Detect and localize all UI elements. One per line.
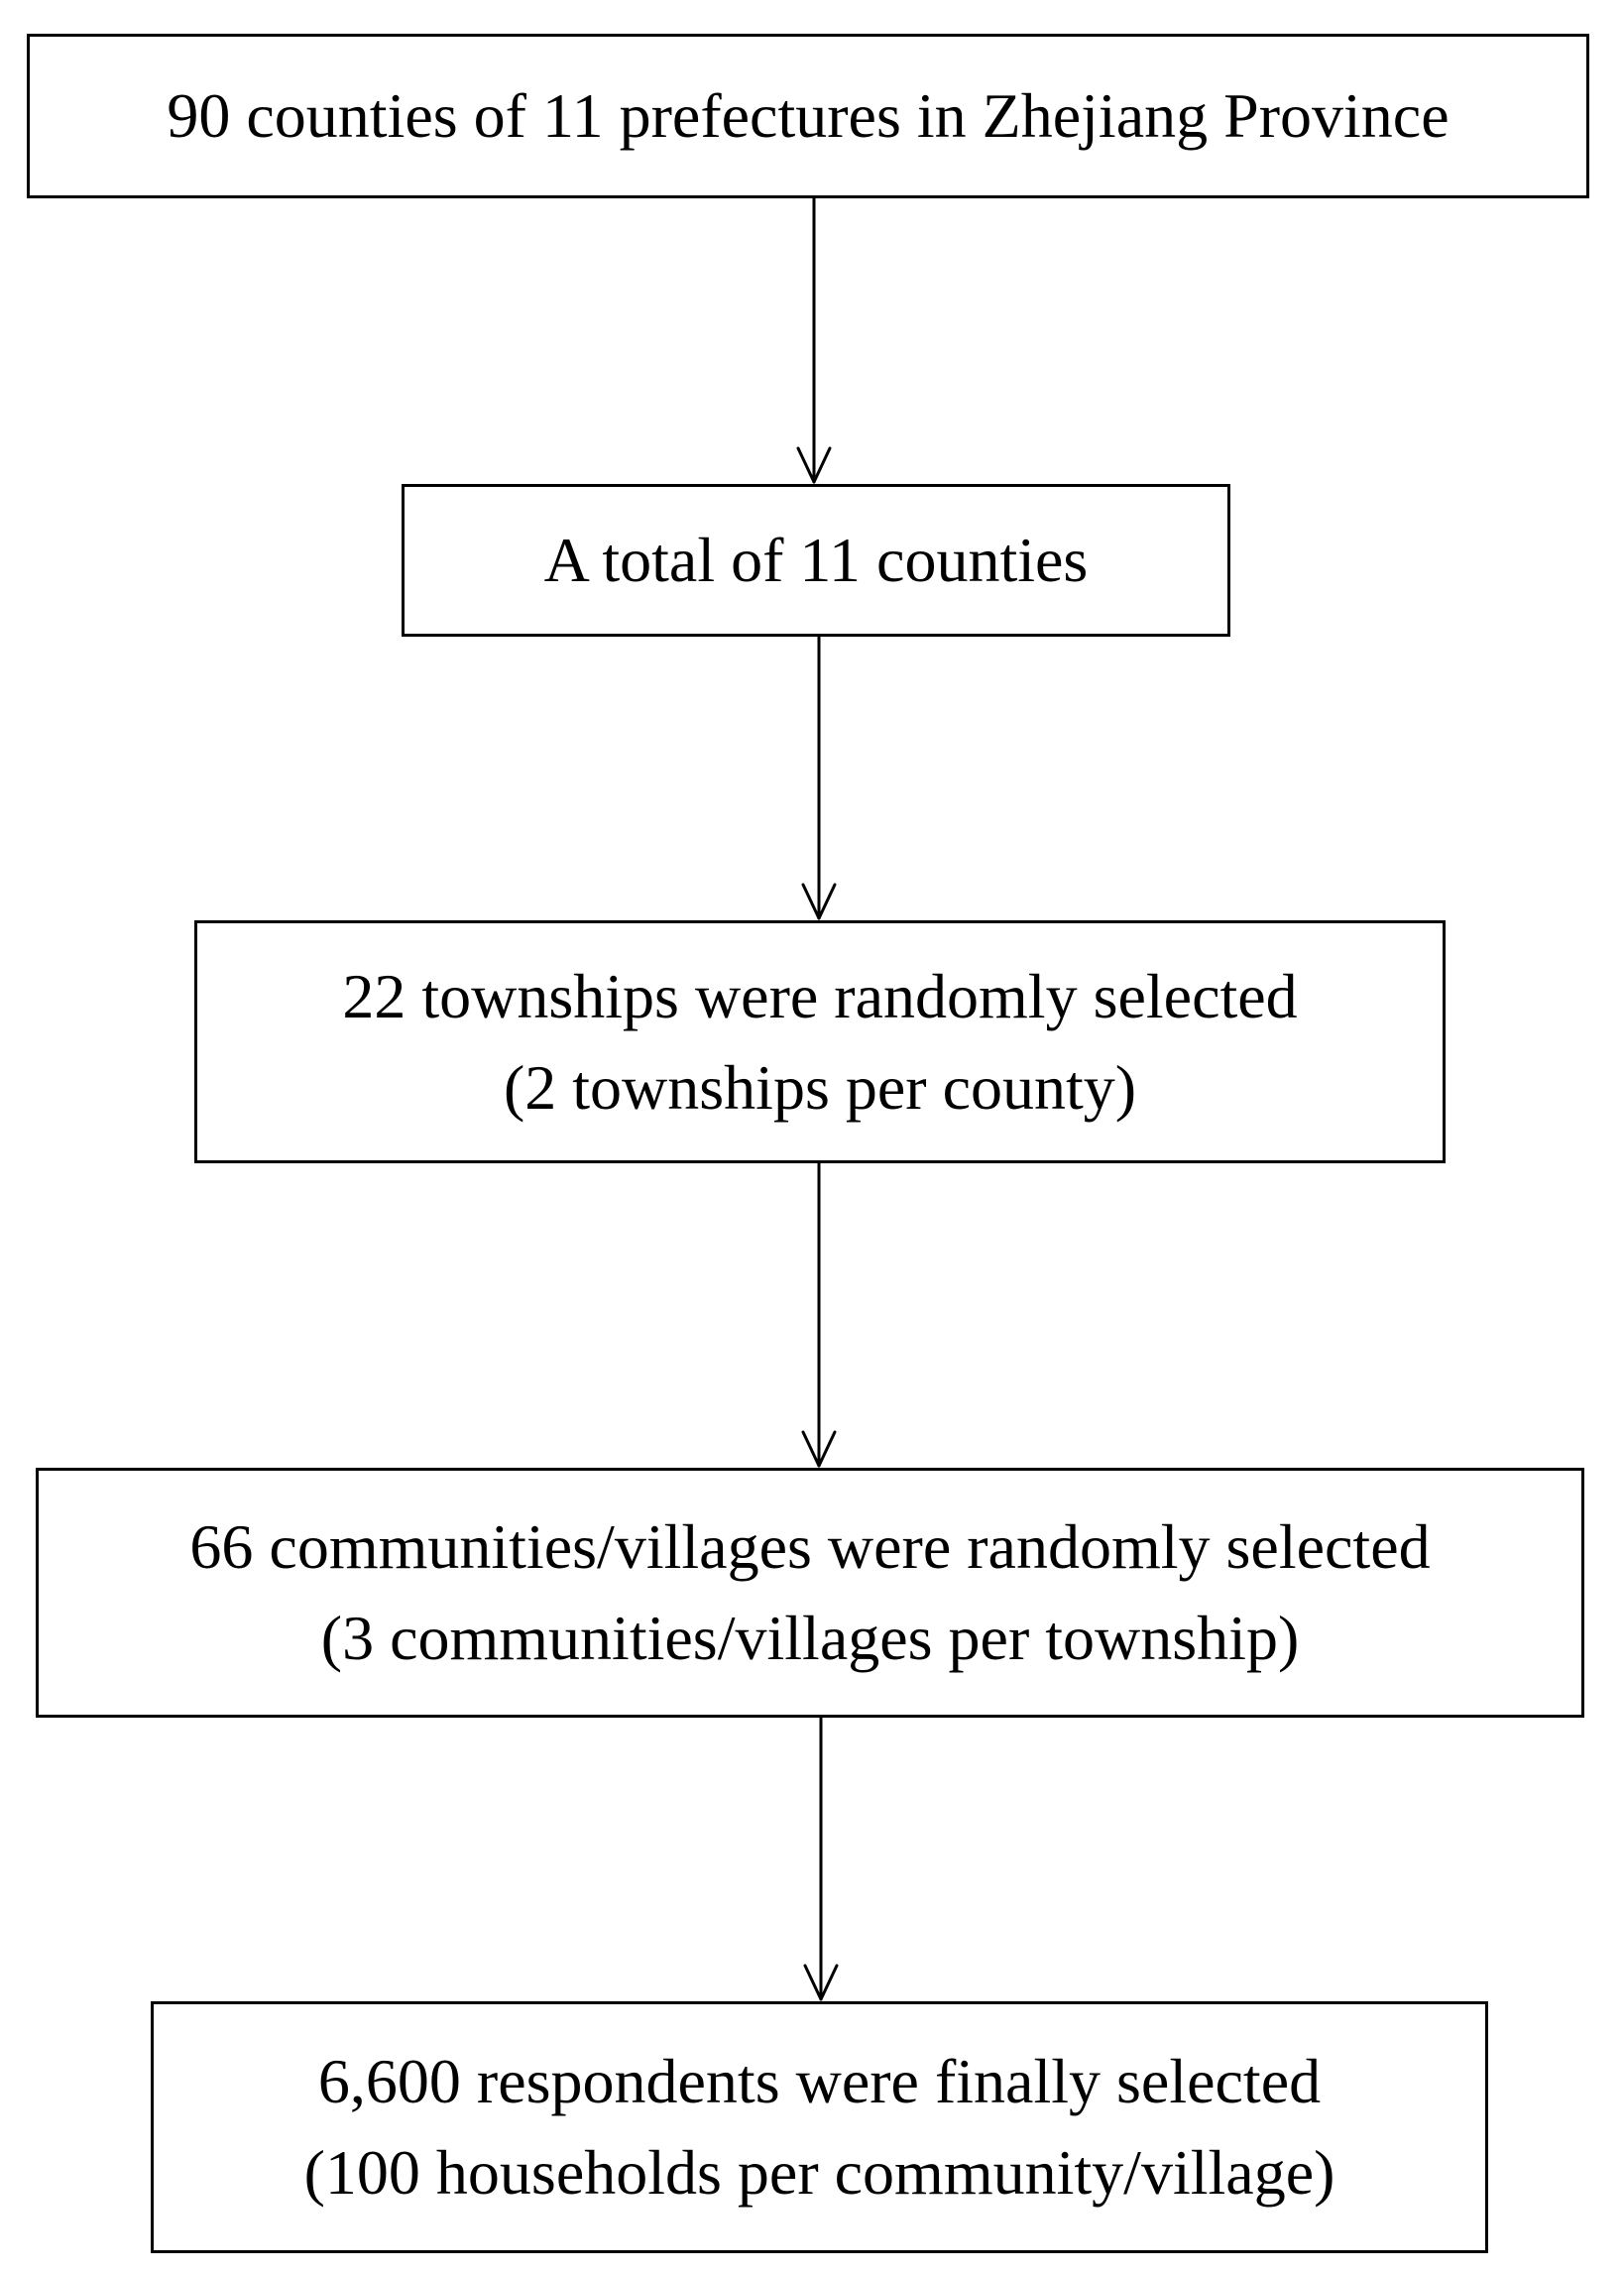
flow-step-1 (27, 34, 1589, 198)
flow-step-3-line-2: (2 townships per county) (503, 1051, 1137, 1123)
flow-step-4 (36, 1468, 1584, 1718)
flow-step-3-line-1: 22 townships were randomly selected (342, 960, 1298, 1031)
flow-step-5-line-2: (100 households per community/village) (303, 2137, 1335, 2208)
arrow-step-1-to-2 (798, 198, 830, 482)
flow-step-2 (402, 484, 1230, 637)
flow-step-5-line-1: 6,600 respondents were finally selected (317, 2046, 1322, 2116)
arrow-step-2-to-3 (803, 637, 835, 918)
arrow-step-4-to-5 (805, 1718, 837, 1999)
flow-step-5 (151, 2001, 1488, 2253)
arrow-step-3-to-4 (803, 1163, 835, 1466)
flow-step-4-line-2: (3 communities/villages per township) (320, 1603, 1300, 1673)
flow-step-1-line-1: 90 counties of 11 prefectures in Zhejiang Province (167, 80, 1450, 151)
flow-step-4-line-1: 66 communities/villages were randomly selected (189, 1511, 1431, 1582)
flow-step-3 (194, 920, 1446, 1163)
flow-step-2-line-1: A total of 11 counties (543, 525, 1089, 595)
